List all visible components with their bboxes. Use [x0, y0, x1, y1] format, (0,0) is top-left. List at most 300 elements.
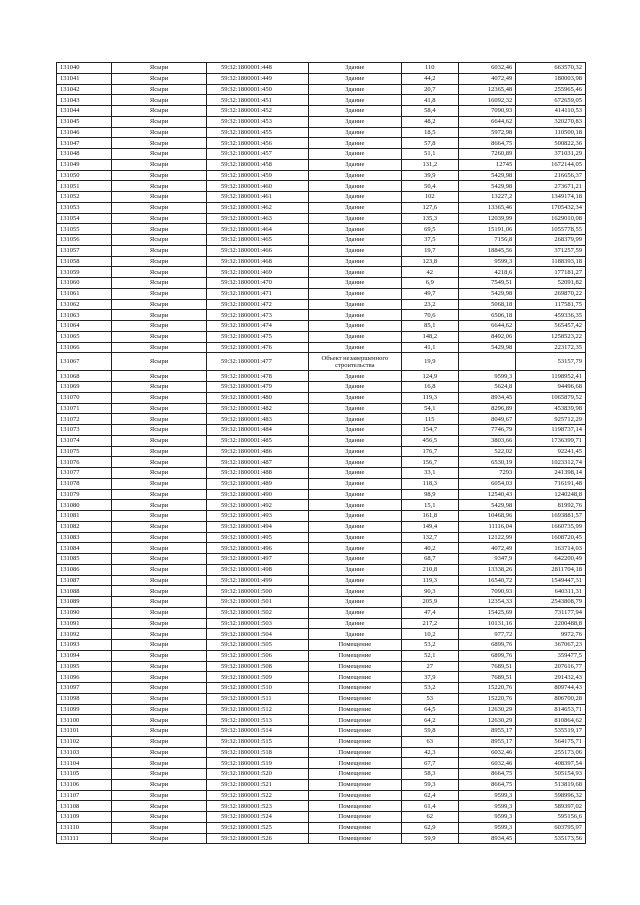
table-row — [57, 170, 586, 181]
cadastral-number-cell: 59:32:1800001:472 — [206, 299, 308, 310]
cadastral-value-cell: 642200,49 — [516, 554, 586, 565]
property-table — [56, 62, 586, 844]
table-row — [57, 747, 586, 758]
table-row — [57, 489, 586, 500]
object-type-cell: Здание — [308, 382, 401, 393]
cadastral-value-cell: 273671,21 — [516, 181, 586, 192]
object-type-cell: Здание — [308, 267, 401, 278]
row-number-cell: 131061 — [57, 288, 112, 299]
unit-cost-cell: 8934,45 — [458, 833, 515, 844]
unit-cost-cell: 12122,99 — [458, 532, 515, 543]
object-type-cell: Помещение — [308, 790, 401, 801]
object-type-cell: Помещение — [308, 779, 401, 790]
unit-cost-cell: 6032,46 — [458, 758, 515, 769]
unit-cost-cell: 12039,99 — [458, 213, 515, 224]
area-cell: 210,8 — [401, 564, 458, 575]
area-cell: 41,8 — [401, 95, 458, 106]
table-row — [57, 267, 586, 278]
area-cell: 23,2 — [401, 299, 458, 310]
table-row — [57, 256, 586, 267]
object-type-cell: Здание — [308, 278, 401, 289]
object-type-cell: Здание — [308, 478, 401, 489]
row-number-cell: 131097 — [57, 683, 112, 694]
row-number-cell: 131064 — [57, 321, 112, 332]
row-number-cell: 131088 — [57, 586, 112, 597]
table-row — [57, 650, 586, 661]
locality-cell: Ясыри — [112, 457, 207, 468]
object-type-cell: Помещение — [308, 822, 401, 833]
locality-cell: Ясыри — [112, 353, 207, 371]
area-cell: 119,3 — [401, 575, 458, 586]
locality-cell: Ясыри — [112, 629, 207, 640]
cadastral-value-cell: 1629010,08 — [516, 213, 586, 224]
cadastral-value-cell: 1258523,22 — [516, 331, 586, 342]
locality-cell: Ясыри — [112, 382, 207, 393]
row-number-cell: 131052 — [57, 192, 112, 203]
cadastral-value-cell: 408397,54 — [516, 758, 586, 769]
unit-cost-cell: 9599,3 — [458, 371, 515, 382]
cadastral-number-cell: 59:32:1800001:525 — [206, 822, 308, 833]
locality-cell: Ясыри — [112, 468, 207, 479]
area-cell: 16,8 — [401, 382, 458, 393]
row-number-cell: 131091 — [57, 618, 112, 629]
locality-cell: Ясыри — [112, 769, 207, 780]
table-row — [57, 435, 586, 446]
cadastral-number-cell: 59:32:1800001:450 — [206, 84, 308, 95]
unit-cost-cell: 7260,89 — [458, 149, 515, 160]
unit-cost-cell: 6644,62 — [458, 321, 515, 332]
row-number-cell: 131075 — [57, 446, 112, 457]
row-number-cell: 131077 — [57, 468, 112, 479]
cadastral-number-cell: 59:32:1800001:492 — [206, 500, 308, 511]
table-row — [57, 618, 586, 629]
row-number-cell: 131058 — [57, 256, 112, 267]
area-cell: 118,3 — [401, 478, 458, 489]
object-type-cell: Помещение — [308, 704, 401, 715]
row-number-cell: 131100 — [57, 715, 112, 726]
area-cell: 119,3 — [401, 392, 458, 403]
cadastral-value-cell: 716191,48 — [516, 478, 586, 489]
cadastral-number-cell: 59:32:1800001:495 — [206, 532, 308, 543]
area-cell: 131,2 — [401, 159, 458, 170]
table-row — [57, 278, 586, 289]
row-number-cell: 131044 — [57, 106, 112, 117]
locality-cell: Ясыри — [112, 84, 207, 95]
unit-cost-cell: 5429,98 — [458, 500, 515, 511]
object-type-cell: Здание — [308, 299, 401, 310]
locality-cell: Ясыри — [112, 586, 207, 597]
object-type-cell: Здание — [308, 181, 401, 192]
row-number-cell: 131074 — [57, 435, 112, 446]
locality-cell: Ясыри — [112, 715, 207, 726]
cadastral-value-cell: 371257,59 — [516, 245, 586, 256]
table-row — [57, 116, 586, 127]
object-type-cell: Здание — [308, 245, 401, 256]
cadastral-number-cell: 59:32:1800001:464 — [206, 224, 308, 235]
row-number-cell: 131107 — [57, 790, 112, 801]
object-type-cell: Помещение — [308, 683, 401, 694]
cadastral-value-cell: 52091,82 — [516, 278, 586, 289]
cadastral-value-cell: 500822,36 — [516, 138, 586, 149]
area-cell: 44,2 — [401, 73, 458, 84]
row-number-cell: 131069 — [57, 382, 112, 393]
area-cell: 58,3 — [401, 769, 458, 780]
cadastral-value-cell: 672659,05 — [516, 95, 586, 106]
table-row — [57, 181, 586, 192]
cadastral-number-cell: 59:32:1800001:498 — [206, 564, 308, 575]
row-number-cell: 131102 — [57, 736, 112, 747]
unit-cost-cell: 13365,46 — [458, 202, 515, 213]
unit-cost-cell: 7549,51 — [458, 278, 515, 289]
row-number-cell: 131080 — [57, 500, 112, 511]
object-type-cell: Помещение — [308, 833, 401, 844]
row-number-cell: 131046 — [57, 127, 112, 138]
area-cell: 19,9 — [401, 353, 458, 371]
area-cell: 154,7 — [401, 425, 458, 436]
object-type-cell: Здание — [308, 629, 401, 640]
area-cell: 20,7 — [401, 84, 458, 95]
locality-cell: Ясыри — [112, 371, 207, 382]
table-row — [57, 833, 586, 844]
cadastral-value-cell: 505154,93 — [516, 769, 586, 780]
cadastral-number-cell: 59:32:1800001:521 — [206, 779, 308, 790]
cadastral-number-cell: 59:32:1800001:486 — [206, 446, 308, 457]
area-cell: 50,4 — [401, 181, 458, 192]
cadastral-number-cell: 59:32:1800001:524 — [206, 812, 308, 823]
object-type-cell: Здание — [308, 73, 401, 84]
cadastral-value-cell: 163714,03 — [516, 543, 586, 554]
table-row — [57, 672, 586, 683]
locality-cell: Ясыри — [112, 181, 207, 192]
table-row — [57, 382, 586, 393]
cadastral-value-cell: 1023312,74 — [516, 457, 586, 468]
cadastral-number-cell: 59:32:1800001:511 — [206, 693, 308, 704]
cadastral-number-cell: 59:32:1800001:476 — [206, 342, 308, 353]
area-cell: 27 — [401, 661, 458, 672]
cadastral-number-cell: 59:32:1800001:477 — [206, 353, 308, 371]
cadastral-value-cell: 1736399,71 — [516, 435, 586, 446]
table-row — [57, 353, 586, 371]
object-type-cell: Здание — [308, 202, 401, 213]
cadastral-value-cell: 806700,28 — [516, 693, 586, 704]
locality-cell: Ясыри — [112, 758, 207, 769]
table-row — [57, 586, 586, 597]
cadastral-number-cell: 59:32:1800001:512 — [206, 704, 308, 715]
unit-cost-cell: 6032,46 — [458, 63, 515, 74]
table-row — [57, 342, 586, 353]
row-number-cell: 131042 — [57, 84, 112, 95]
locality-cell: Ясыри — [112, 73, 207, 84]
cadastral-number-cell: 59:32:1800001:460 — [206, 181, 308, 192]
area-cell: 37,5 — [401, 235, 458, 246]
object-type-cell: Помещение — [308, 812, 401, 823]
cadastral-number-cell: 59:32:1800001:449 — [206, 73, 308, 84]
area-cell: 98,9 — [401, 489, 458, 500]
object-type-cell: Здание — [308, 63, 401, 74]
table-row — [57, 310, 586, 321]
cadastral-number-cell: 59:32:1800001:499 — [206, 575, 308, 586]
object-type-cell: Помещение — [308, 640, 401, 651]
area-cell: 6,9 — [401, 278, 458, 289]
object-type-cell: Здание — [308, 489, 401, 500]
table-row — [57, 500, 586, 511]
locality-cell: Ясыри — [112, 224, 207, 235]
row-number-cell: 131094 — [57, 650, 112, 661]
area-cell: 42 — [401, 267, 458, 278]
object-type-cell: Помещение — [308, 769, 401, 780]
unit-cost-cell: 8664,75 — [458, 138, 515, 149]
object-type-cell: Помещение — [308, 801, 401, 812]
unit-cost-cell: 12745 — [458, 159, 515, 170]
row-number-cell: 131068 — [57, 371, 112, 382]
row-number-cell: 131063 — [57, 310, 112, 321]
area-cell: 64,5 — [401, 704, 458, 715]
row-number-cell: 131081 — [57, 511, 112, 522]
table-row — [57, 299, 586, 310]
row-number-cell: 131060 — [57, 278, 112, 289]
cadastral-number-cell: 59:32:1800001:457 — [206, 149, 308, 160]
object-type-cell: Помещение — [308, 650, 401, 661]
unit-cost-cell: 6899,76 — [458, 640, 515, 651]
unit-cost-cell: 13338,26 — [458, 564, 515, 575]
row-number-cell: 131070 — [57, 392, 112, 403]
unit-cost-cell: 4072,49 — [458, 73, 515, 84]
cadastral-number-cell: 59:32:1800001:514 — [206, 726, 308, 737]
cadastral-value-cell: 110500,18 — [516, 127, 586, 138]
cadastral-value-cell: 640311,31 — [516, 586, 586, 597]
cadastral-value-cell: 216656,37 — [516, 170, 586, 181]
row-number-cell: 131083 — [57, 532, 112, 543]
unit-cost-cell: 10131,16 — [458, 618, 515, 629]
cadastral-value-cell: 564175,71 — [516, 736, 586, 747]
locality-cell: Ясыри — [112, 801, 207, 812]
object-type-cell: Здание — [308, 235, 401, 246]
cadastral-number-cell: 59:32:1800001:469 — [206, 267, 308, 278]
locality-cell: Ясыри — [112, 95, 207, 106]
area-cell: 48,2 — [401, 116, 458, 127]
unit-cost-cell: 6054,03 — [458, 478, 515, 489]
cadastral-number-cell: 59:32:1800001:493 — [206, 511, 308, 522]
row-number-cell: 131084 — [57, 543, 112, 554]
cadastral-value-cell: 663570,32 — [516, 63, 586, 74]
cadastral-value-cell: 595156,6 — [516, 812, 586, 823]
table-row — [57, 235, 586, 246]
unit-cost-cell: 8934,45 — [458, 392, 515, 403]
row-number-cell: 131050 — [57, 170, 112, 181]
cadastral-value-cell: 589397,02 — [516, 801, 586, 812]
area-cell: 41,1 — [401, 342, 458, 353]
table-row — [57, 683, 586, 694]
row-number-cell: 131108 — [57, 801, 112, 812]
row-number-cell: 131106 — [57, 779, 112, 790]
cadastral-value-cell: 81992,76 — [516, 500, 586, 511]
locality-cell: Ясыри — [112, 478, 207, 489]
table-row — [57, 149, 586, 160]
table-row — [57, 478, 586, 489]
cadastral-number-cell: 59:32:1800001:485 — [206, 435, 308, 446]
cadastral-value-cell: 535173,56 — [516, 833, 586, 844]
cadastral-value-cell: 180003,98 — [516, 73, 586, 84]
area-cell: 176,7 — [401, 446, 458, 457]
table-body — [57, 63, 586, 844]
area-cell: 59,8 — [401, 726, 458, 737]
object-type-cell: Здание — [308, 331, 401, 342]
unit-cost-cell: 7689,51 — [458, 672, 515, 683]
cadastral-value-cell: 1055778,55 — [516, 224, 586, 235]
area-cell: 70,6 — [401, 310, 458, 321]
unit-cost-cell: 7293 — [458, 468, 515, 479]
locality-cell: Ясыри — [112, 331, 207, 342]
locality-cell: Ясыри — [112, 403, 207, 414]
table-row — [57, 371, 586, 382]
object-type-cell: Здание — [308, 95, 401, 106]
cadastral-value-cell: 565457,42 — [516, 321, 586, 332]
unit-cost-cell: 13227,2 — [458, 192, 515, 203]
cadastral-number-cell: 59:32:1800001:451 — [206, 95, 308, 106]
area-cell: 42,3 — [401, 747, 458, 758]
table-row — [57, 779, 586, 790]
cadastral-value-cell: 1188393,18 — [516, 256, 586, 267]
object-type-cell: Здание — [308, 586, 401, 597]
cadastral-value-cell: 513819,68 — [516, 779, 586, 790]
area-cell: 90,3 — [401, 586, 458, 597]
cadastral-number-cell: 59:32:1800001:490 — [206, 489, 308, 500]
row-number-cell: 131093 — [57, 640, 112, 651]
unit-cost-cell: 7156,8 — [458, 235, 515, 246]
unit-cost-cell: 8296,89 — [458, 403, 515, 414]
row-number-cell: 131078 — [57, 478, 112, 489]
area-cell: 69,5 — [401, 224, 458, 235]
unit-cost-cell: 9599,3 — [458, 822, 515, 833]
unit-cost-cell: 9599,3 — [458, 801, 515, 812]
locality-cell: Ясыри — [112, 127, 207, 138]
cadastral-value-cell: 810864,62 — [516, 715, 586, 726]
cadastral-value-cell: 809744,43 — [516, 683, 586, 694]
cadastral-value-cell: 535519,17 — [516, 726, 586, 737]
cadastral-value-cell: 94496,68 — [516, 382, 586, 393]
row-number-cell: 131071 — [57, 403, 112, 414]
cadastral-number-cell: 59:32:1800001:503 — [206, 618, 308, 629]
object-type-cell: Помещение — [308, 693, 401, 704]
locality-cell: Ясыри — [112, 822, 207, 833]
table-row — [57, 532, 586, 543]
object-type-cell: Здание — [308, 521, 401, 532]
table-row — [57, 73, 586, 84]
cadastral-number-cell: 59:32:1800001:468 — [206, 256, 308, 267]
table-row — [57, 321, 586, 332]
cadastral-number-cell: 59:32:1800001:515 — [206, 736, 308, 747]
unit-cost-cell: 18845,56 — [458, 245, 515, 256]
row-number-cell: 131076 — [57, 457, 112, 468]
table-row — [57, 213, 586, 224]
cadastral-value-cell: 320270,83 — [516, 116, 586, 127]
cadastral-number-cell: 59:32:1800001:452 — [206, 106, 308, 117]
unit-cost-cell: 12630,29 — [458, 715, 515, 726]
cadastral-value-cell: 925712,29 — [516, 414, 586, 425]
unit-cost-cell: 12354,33 — [458, 597, 515, 608]
area-cell: 18,5 — [401, 127, 458, 138]
cadastral-number-cell: 59:32:1800001:474 — [206, 321, 308, 332]
area-cell: 58,4 — [401, 106, 458, 117]
row-number-cell: 131065 — [57, 331, 112, 342]
table-row — [57, 392, 586, 403]
row-number-cell: 131086 — [57, 564, 112, 575]
locality-cell: Ясыри — [112, 342, 207, 353]
object-type-cell: Здание — [308, 310, 401, 321]
unit-cost-cell: 12540,43 — [458, 489, 515, 500]
unit-cost-cell: 7746,79 — [458, 425, 515, 436]
row-number-cell: 131057 — [57, 245, 112, 256]
cadastral-value-cell: 1660735,99 — [516, 521, 586, 532]
area-cell: 54,1 — [401, 403, 458, 414]
cadastral-value-cell: 367067,23 — [516, 640, 586, 651]
table-row — [57, 521, 586, 532]
object-type-cell: Помещение — [308, 747, 401, 758]
locality-cell: Ясыри — [112, 321, 207, 332]
area-cell: 67,7 — [401, 758, 458, 769]
cadastral-number-cell: 59:32:1800001:496 — [206, 543, 308, 554]
row-number-cell: 131051 — [57, 181, 112, 192]
cadastral-number-cell: 59:32:1800001:456 — [206, 138, 308, 149]
object-type-cell: Здание — [308, 321, 401, 332]
cadastral-number-cell: 59:32:1800001:480 — [206, 392, 308, 403]
unit-cost-cell: 9347,9 — [458, 554, 515, 565]
object-type-cell: Здание — [308, 500, 401, 511]
table-row — [57, 758, 586, 769]
area-cell: 135,3 — [401, 213, 458, 224]
object-type-cell: Помещение — [308, 672, 401, 683]
object-type-cell: Объект незавершенного строительства — [308, 353, 401, 371]
unit-cost-cell: 4218,6 — [458, 267, 515, 278]
cadastral-number-cell: 59:32:1800001:489 — [206, 478, 308, 489]
row-number-cell: 131082 — [57, 521, 112, 532]
area-cell: 132,7 — [401, 532, 458, 543]
unit-cost-cell: 4072,49 — [458, 543, 515, 554]
table-row — [57, 84, 586, 95]
cadastral-value-cell: 2200488,8 — [516, 618, 586, 629]
cadastral-number-cell: 59:32:1800001:504 — [206, 629, 308, 640]
table-row — [57, 138, 586, 149]
cadastral-number-cell: 59:32:1800001:470 — [206, 278, 308, 289]
area-cell: 15,1 — [401, 500, 458, 511]
object-type-cell: Здание — [308, 342, 401, 353]
cadastral-value-cell: 731177,94 — [516, 607, 586, 618]
area-cell: 61,4 — [401, 801, 458, 812]
row-number-cell: 131089 — [57, 597, 112, 608]
table-row — [57, 736, 586, 747]
cadastral-number-cell: 59:32:1800001:473 — [206, 310, 308, 321]
unit-cost-cell: 9599,3 — [458, 790, 515, 801]
object-type-cell: Здание — [308, 554, 401, 565]
cadastral-number-cell: 59:32:1800001:523 — [206, 801, 308, 812]
object-type-cell: Здание — [308, 435, 401, 446]
row-number-cell: 131059 — [57, 267, 112, 278]
table-row — [57, 446, 586, 457]
locality-cell: Ясыри — [112, 159, 207, 170]
locality-cell: Ясыри — [112, 812, 207, 823]
row-number-cell: 131109 — [57, 812, 112, 823]
locality-cell: Ясыри — [112, 661, 207, 672]
cadastral-number-cell: 59:32:1800001:466 — [206, 245, 308, 256]
locality-cell: Ясыри — [112, 288, 207, 299]
area-cell: 40,2 — [401, 543, 458, 554]
object-type-cell: Помещение — [308, 758, 401, 769]
table-row — [57, 468, 586, 479]
object-type-cell: Здание — [308, 392, 401, 403]
cadastral-value-cell: 1240248,8 — [516, 489, 586, 500]
row-number-cell: 131099 — [57, 704, 112, 715]
area-cell: 124,9 — [401, 371, 458, 382]
